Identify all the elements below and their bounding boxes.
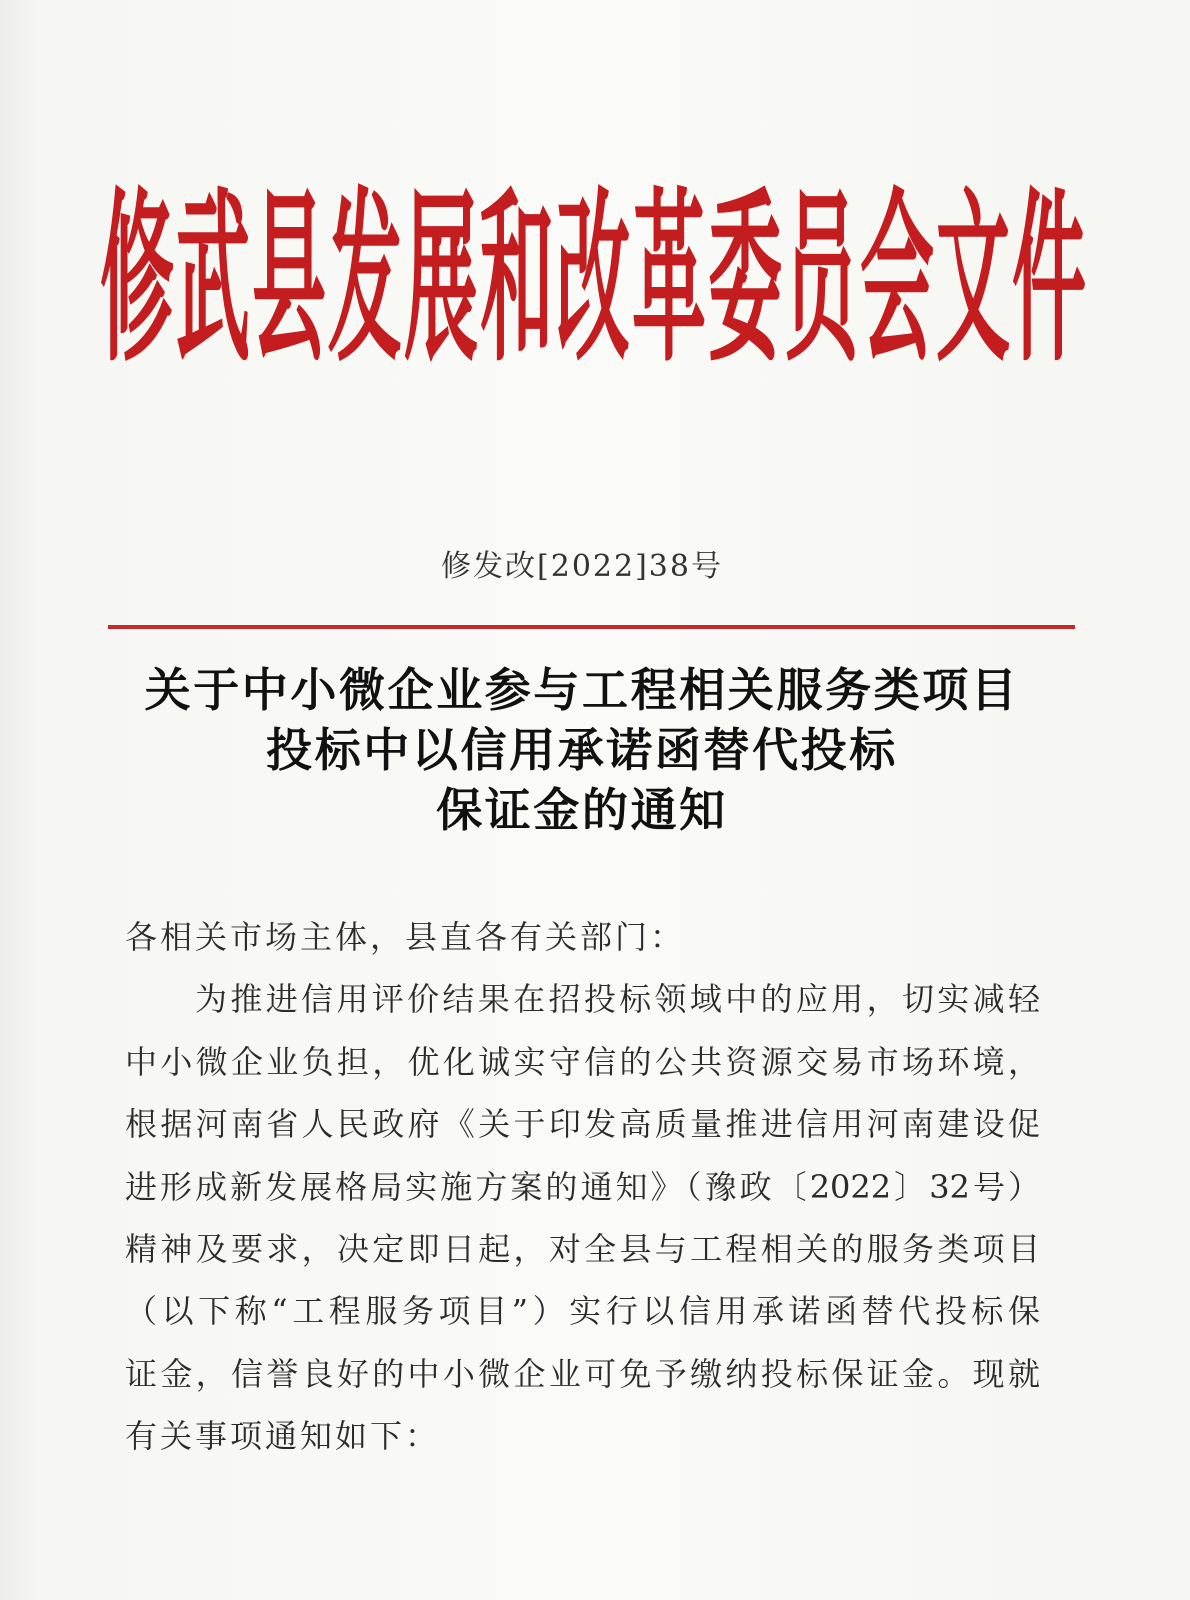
document-body — [125, 906, 1040, 1468]
body-line: 中小微企业负担，优化诚实守信的公共资源交易市场环境， — [125, 1042, 1040, 1081]
salutation: 各相关市场主体，县直各有关部门： — [125, 918, 686, 956]
body-line: 为推进信用评价结果在招投标领域中的应用，切实减轻 — [195, 980, 1040, 1019]
body-line: 有关事项通知如下： — [125, 1417, 441, 1456]
body-line: 证金，信誉良好的中小微企业可免予缴纳投标保证金。现就 — [125, 1354, 1040, 1393]
document-title — [100, 660, 1064, 840]
issuer-header: 修武县发展和改革委员会文件 — [100, 173, 1086, 388]
title-line: 保证金的通知 — [436, 783, 728, 837]
body-line: 进形成新发展格局实施方案的通知》（豫政〔2022〕32号） — [125, 1167, 1040, 1206]
body-line: 根据河南省人民政府《关于印发高质量推进信用河南建设促 — [125, 1105, 1040, 1144]
title-line: 投标中以信用承诺函替代投标 — [266, 723, 898, 777]
document-number: 修发改[2022]38号 — [441, 549, 723, 584]
body-line: 精神及要求，决定即日起，对全县与工程相关的服务类项目 — [125, 1229, 1040, 1268]
red-divider-line — [108, 625, 1075, 629]
body-line: （以下称“工程服务项目”）实行以信用承诺函替代投标保 — [125, 1292, 1040, 1331]
title-line: 关于中小微企业参与工程相关服务类项目 — [144, 663, 1020, 717]
